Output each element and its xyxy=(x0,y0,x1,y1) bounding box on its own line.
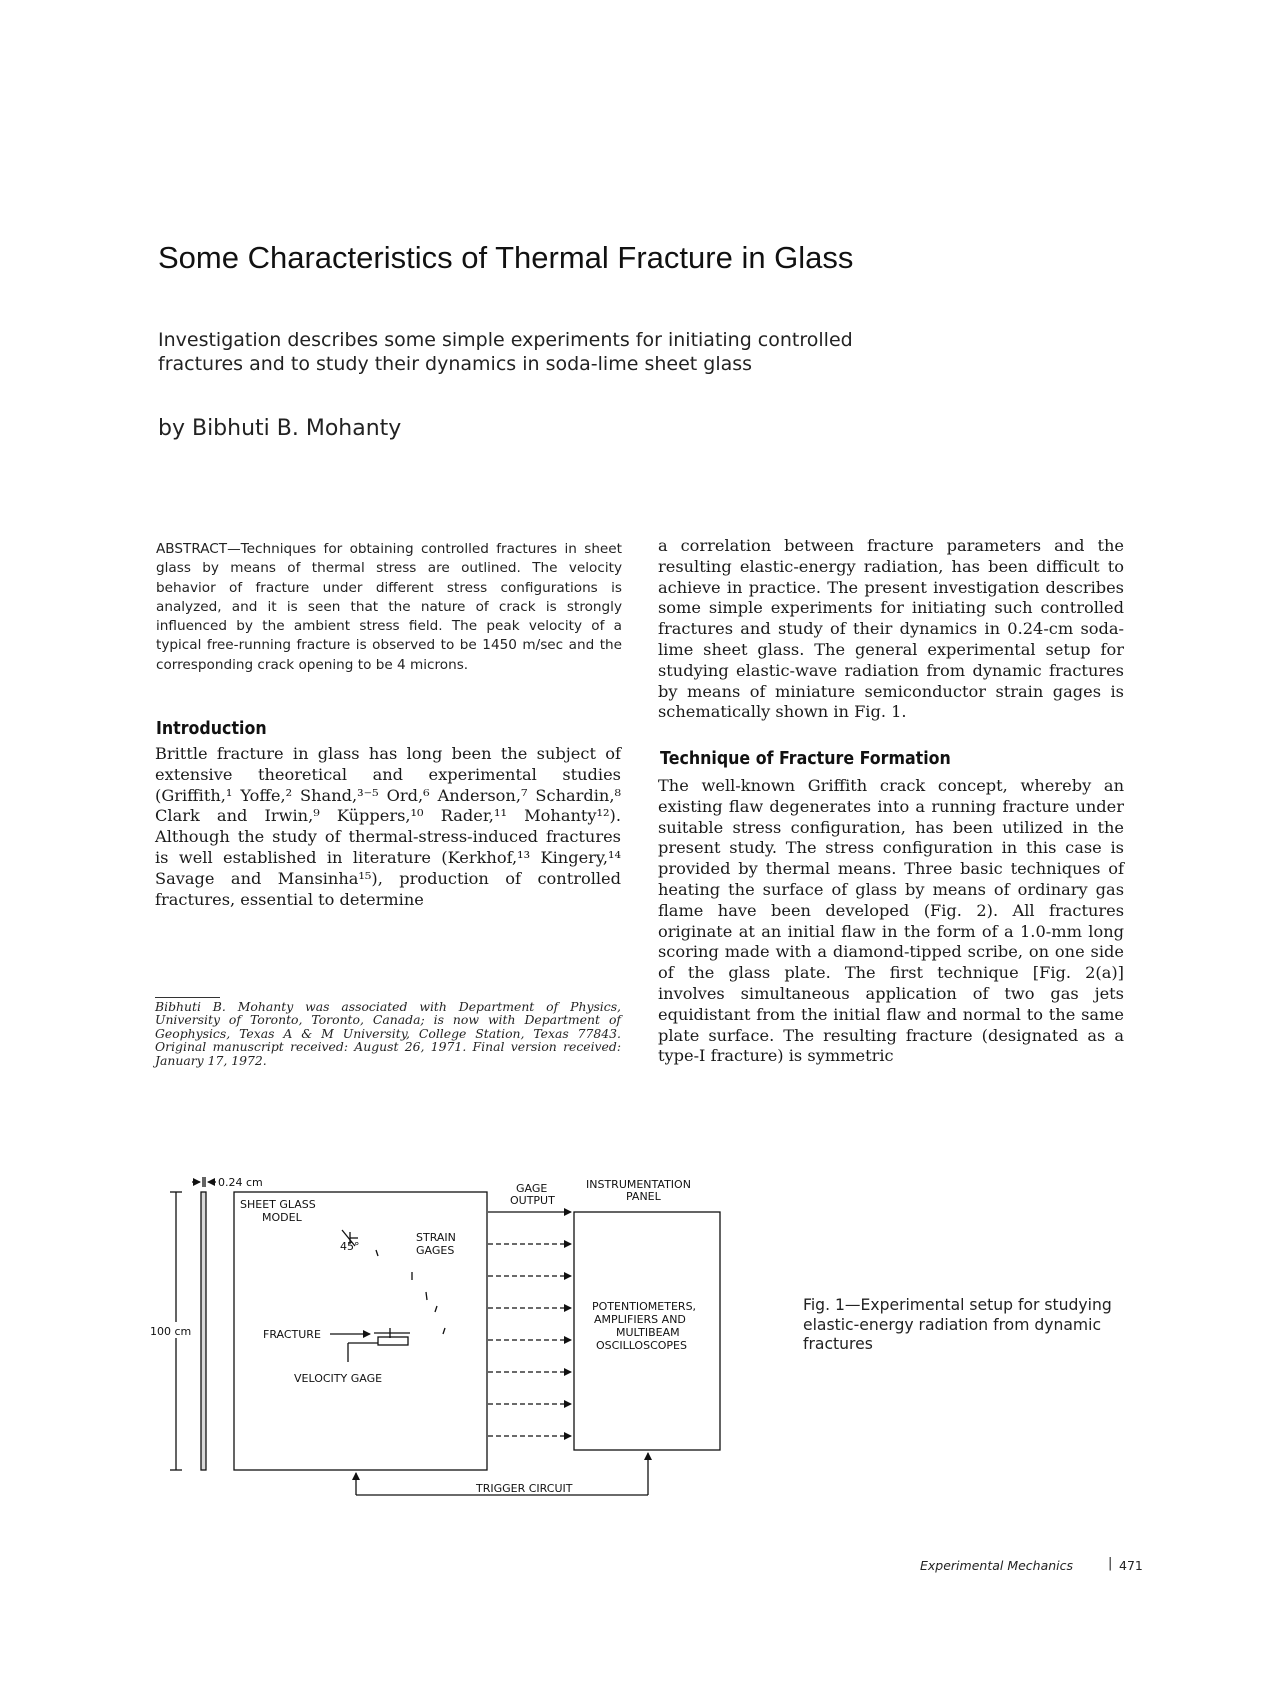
velocity-gage-label: VELOCITY GAGE xyxy=(294,1372,383,1385)
figure-1-caption: Fig. 1—Experimental setup for studying elastic-energy radiation from dynamic fractures xyxy=(803,1296,1112,1353)
panel-content-line1: POTENTIOMETERS, xyxy=(592,1300,697,1313)
technique-text: The well-known Griffith crack concept, whereby an existing flaw degenerates into a running fracture under suitable stress configuration, has been utilized in the present study. The stress configuration in this case is provided by thermal means. Three basic techniques of heating the surface of glass by means of ordinary gas flame have been developed (Fig. 2). All fractures originate at an initial flaw in the form of a 1.0-mm long scoring made with a diamond-tipped scribe, on one side of the glass plate. The first technique [Fig. 2(a)] involves simultaneous application of two gas jets equidistant from the initial flaw and normal to the same plate surface. The resulting fracture (designated as a type-I fracture) is symmetric xyxy=(658,776,1124,1066)
column2-intro-text: a correlation between fracture parameters and the resulting elastic-energy radiation, has been difficult to achieve in practice. The present investigation describes some simple experiments for initiating such controlled fractures and study of their dynamics in 0.24-cm soda-lime sheet glass. The general experimental setup for studying elastic-wave radiation from dynamic fractures by means of miniature semiconductor strain gages is schematically shown in Fig. 1. xyxy=(658,536,1124,722)
article-subtitle: Investigation describes some simple experiments for initiating controlled fractures and to study their dynamics in soda-lime sheet glass xyxy=(158,329,853,375)
gage-output-label-line1: GAGE xyxy=(516,1182,548,1195)
panel-label-line2: PANEL xyxy=(626,1190,661,1203)
panel-content-line4: OSCILLOSCOPES xyxy=(596,1339,687,1352)
strain-gages-label-line2: GAGES xyxy=(416,1244,455,1257)
introduction-text: Brittle fracture in glass has long been the subject of extensive theoretical and experimental studies (Griffith,¹ Yoffe,² Shand,³⁻⁵ Ord,⁶ Anderson,⁷ Schardin,⁸ Clark and Irwin,⁹ Küppers,¹⁰ Rader,¹¹ Mohanty¹²). Although the study of thermal-stress-induced fractures is well established in literature (Kerkhof,¹³ Kingery,¹⁴ Savage and Mansinha¹⁵), production of controlled fractures, essential to determine xyxy=(155,744,621,909)
model-label-line2: MODEL xyxy=(262,1211,302,1224)
footnote-rule xyxy=(155,997,220,998)
figure-1-diagram xyxy=(150,1170,790,1500)
strain-gages-label-line1: STRAIN xyxy=(416,1231,456,1244)
author-footnote: Bibhuti B. Mohanty was associated with Department of Physics, University of Toronto, Toronto, Canada; is now with Department of Geophysics, Texas A & M University, College Station, Texas 77843. Original manuscript received: August 26, 1971. Final version received: January 17, 1972. xyxy=(155,999,621,1068)
article-title: Some Characteristics of Thermal Fracture in Glass xyxy=(158,240,854,275)
angle-label: 45° xyxy=(340,1240,360,1253)
author-byline: by Bibhuti B. Mohanty xyxy=(158,416,402,441)
journal-name: Experimental Mechanics xyxy=(920,1558,1074,1573)
fracture-label: FRACTURE xyxy=(263,1328,321,1341)
page-number: 471 xyxy=(1119,1558,1143,1573)
gage-output-label-line2: OUTPUT xyxy=(510,1194,555,1207)
height-label: 100 cm xyxy=(150,1325,192,1338)
panel-content-line3: MULTIBEAM xyxy=(616,1326,680,1339)
panel-label-line1: INSTRUMENTATION xyxy=(586,1178,691,1191)
panel-content-line2: AMPLIFIERS AND xyxy=(594,1313,686,1326)
model-label-line1: SHEET GLASS xyxy=(240,1198,316,1211)
trigger-circuit-label: TRIGGER CIRCUIT xyxy=(476,1482,573,1495)
introduction-heading: Introduction xyxy=(156,718,267,739)
abstract: ABSTRACT—Techniques for obtaining controlled fractures in sheet glass by means of thermal stress are outlined. The velocity behavior of fracture under different stress configurations is analyzed, and it is seen that the nature of crack is strongly influenced by the ambient stress field. The peak velocity of a typical free-running fracture is observed to be 1450 m/sec and the corresponding crack opening to be 4 microns. xyxy=(156,541,622,673)
footer-separator: | xyxy=(1108,1556,1113,1571)
thickness-label: 0.24 cm xyxy=(218,1176,263,1189)
technique-heading: Technique of Fracture Formation xyxy=(660,748,951,769)
